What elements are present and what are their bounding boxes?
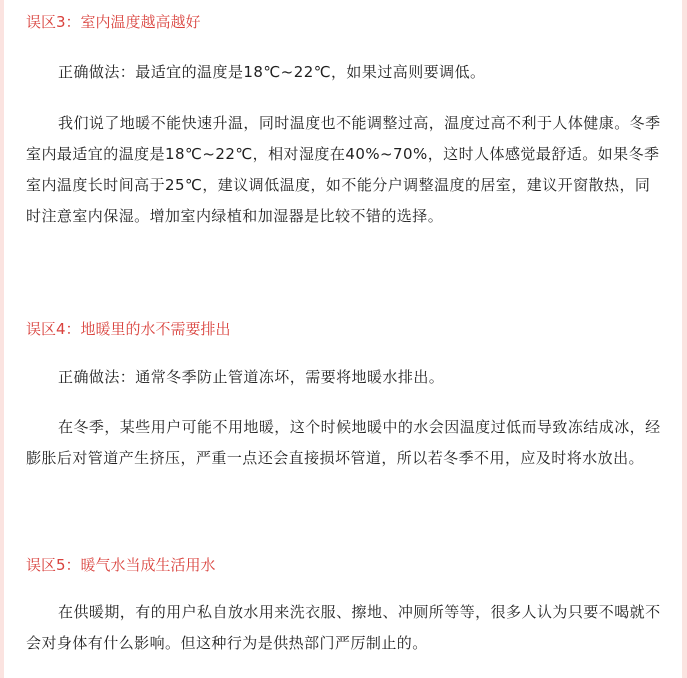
- section-4-heading: 误区4：地暖里的水不需要排出: [26, 320, 231, 338]
- section-3-method: 正确做法：最适宜的温度是18℃~22℃，如果过高则要调低。: [58, 63, 486, 81]
- section-5-body: 在供暖期，有的用户私自放水用来洗衣服、擦地、冲厕所等等，很多人认为只要不喝就不会对身体有什么影响。但这种行为是供热部门严厉制止的。: [26, 603, 661, 652]
- section-4-method: 正确做法：通常冬季防止管道冻坏，需要将地暖水排出。: [58, 368, 445, 386]
- left-border: [0, 0, 4, 678]
- right-border: [682, 0, 687, 678]
- section-3-body: 我们说了地暖不能快速升温，同时温度也不能调整过高，温度过高不利于人体健康。冬季室内最适宜的温度是18℃~22℃，相对湿度在40%~70%，这时人体感觉最舒适。如果冬季室内温度长时间高于25℃，建议调低温度，如不能分户调整温度的居室，建议开窗散热，同时注意室内保湿。增加室内绿植和加湿器是比较不错的选择。: [26, 114, 661, 225]
- section-3-heading: 误区3：室内温度越高越好: [26, 13, 201, 31]
- section-4-body: 在冬季，某些用户可能不用地暖，这个时候地暖中的水会因温度过低而导致冻结成冰，经膨胀后对管道产生挤压，严重一点还会直接损坏管道，所以若冬季不用，应及时将水放出。: [26, 418, 661, 467]
- section-5-heading: 误区5：暖气水当成生活用水: [26, 556, 216, 574]
